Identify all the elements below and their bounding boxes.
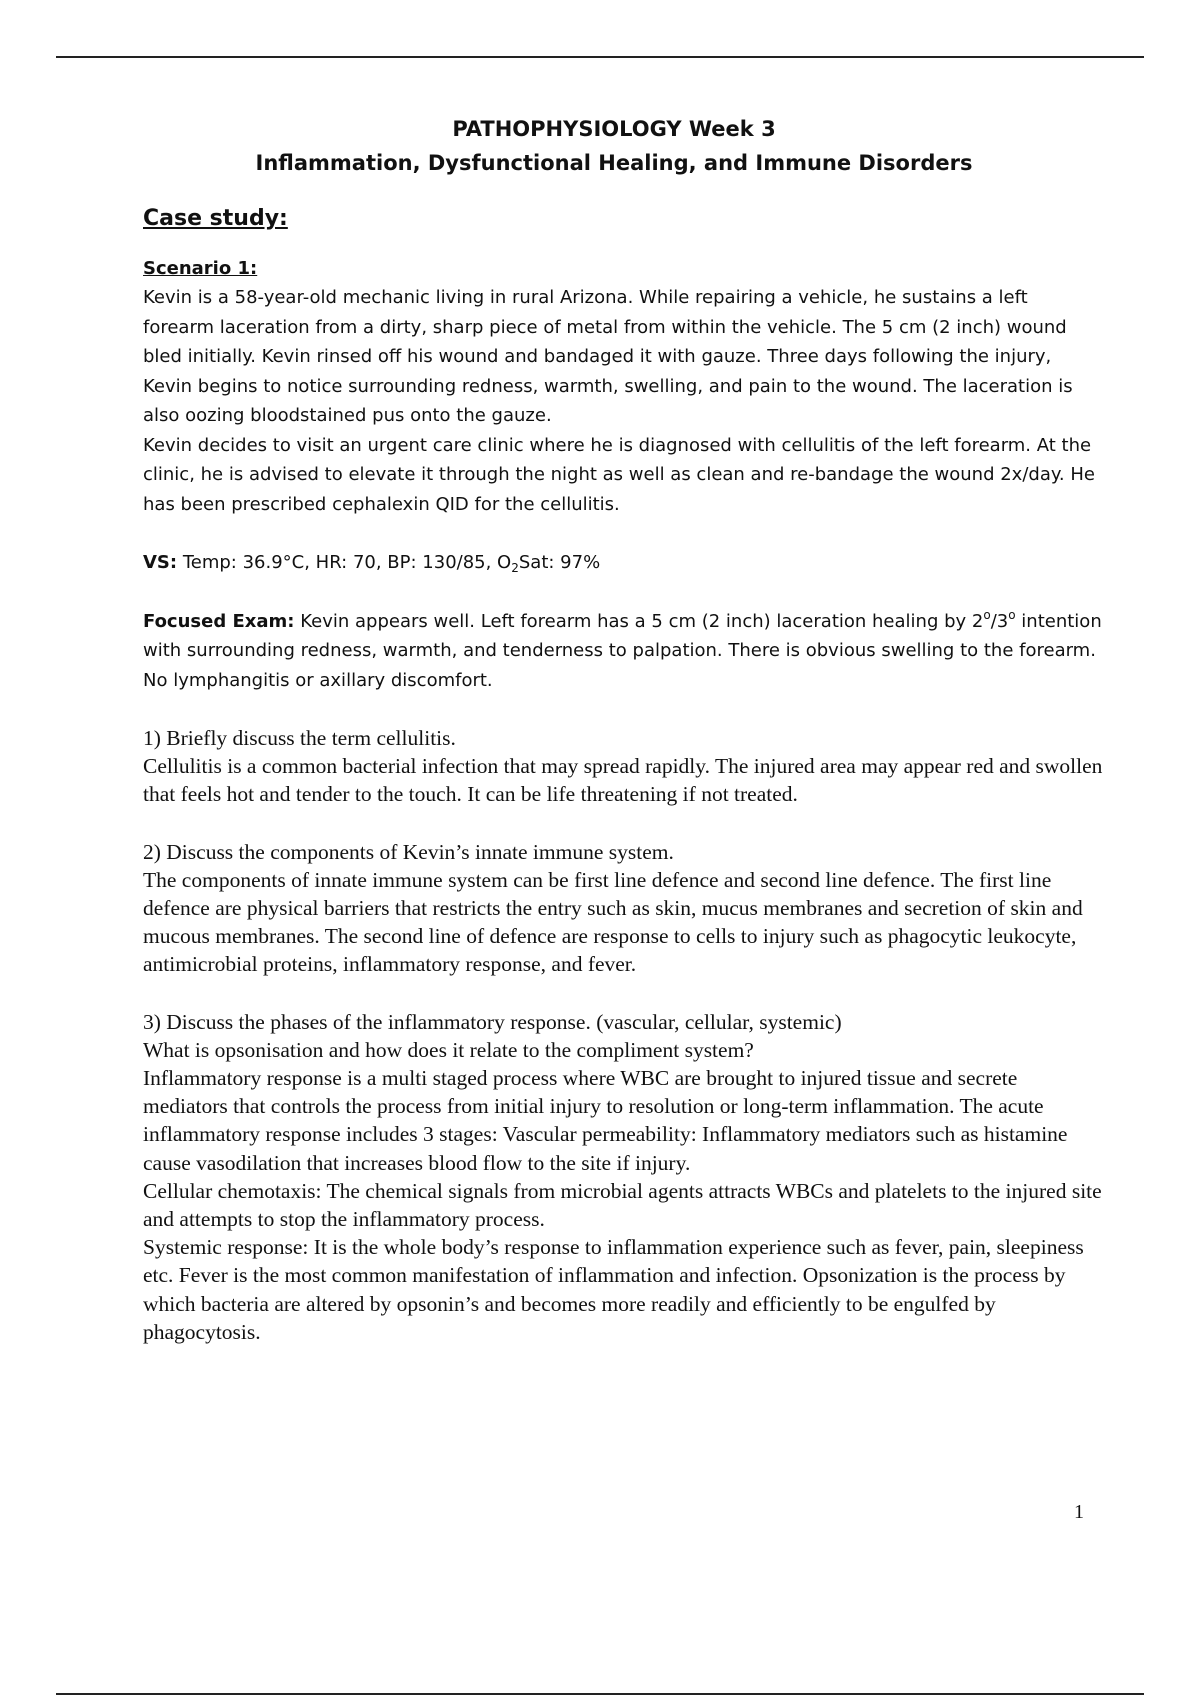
question-3b: What is opsonisation and how does it relate to the compliment system?: [143, 1037, 754, 1062]
exam-sup-1: o: [983, 607, 991, 622]
answer-3c: Systemic response: It is the whole body’s response to inflammation experience such as fever, pain, sleepiness etc. Fever is the most common manifestation of inflammation and infection. Opsonization is the process by which bacteria are altered by opsonin’s and becomes more readily and efficiently to be engulfed by phagocytosis.: [143, 1235, 1084, 1344]
question-2: 2) Discuss the components of Kevin’s innate immune system.: [143, 839, 674, 864]
question-3a: 3) Discuss the phases of the inflammatory response. (vascular, cellular, systemic): [143, 1009, 842, 1034]
exam-sup-2: o: [1008, 607, 1016, 622]
answer-3a: Inflammatory response is a multi staged process where WBC are brought to injured tissue and secrete mediators that controls the process from initial injury to resolution or long-term inflammation. The acute inflammatory response includes 3 stages: Vascular permeability: Inflammatory mediators such as histamine cause vasodilation that increases blood flow to the site if injury.: [143, 1066, 1068, 1175]
scenario-heading: Scenario 1:: [143, 258, 258, 279]
answer-3b: Cellular chemotaxis: The chemical signals from microbial agents attracts WBCs and platelets to the injured site and attempts to stop the inflammatory process.: [143, 1178, 1102, 1232]
title-line-1: PATHOPHYSIOLOGY Week 3: [452, 117, 776, 141]
title-line-2: Inflammation, Dysfunctional Healing, and Immune Disorders: [255, 151, 973, 175]
top-rule: [56, 56, 1144, 58]
vital-signs: [143, 548, 1103, 578]
answer-2: The components of innate immune system can be first line defence and second line defence. The first line defence are physical barriers that restricts the entry such as skin, mucus membranes and secretion of skin and mucous membranes. The second line of defence are response to cells to injury such as phagocytic leukocyte, antimicrobial proteins, inflammatory response, and fever.: [143, 867, 1083, 977]
answer-1: Cellulitis is a common bacterial infection that may spread rapidly. The injured area may appear red and swollen that feels hot and tender to the touch. It can be life threatening if not treated.: [143, 754, 1103, 807]
exam-slash: /3: [990, 610, 1009, 632]
question-1: 1) Briefly discuss the term cellulitis.: [143, 726, 456, 750]
page-number: 1: [1074, 1501, 1084, 1523]
document-page: [143, 112, 1103, 1346]
exam-text-b: intention with surrounding redness, warmth, and tenderness to palpation. There is obvious swelling to the forearm. No lymphangitis or axillary discomfort.: [143, 610, 1102, 691]
scenario-paragraph-1: Kevin is a 58-year-old mechanic living in rural Arizona. While repairing a vehicle, he sustains a left forearm laceration from a dirty, sharp piece of metal from within the vehicle. The 5 cm (2 inch) wound bled initially. Kevin rinsed off his wound and bandaged it with gauze. Three days following the injury, Kevin begins to notice surrounding redness, warmth, swelling, and pain to the wound. The laceration is also oozing bloodstained pus onto the gauze.: [143, 287, 1073, 426]
focused-exam: [143, 607, 1103, 696]
bottom-rule: [56, 1693, 1144, 1695]
vs-label: VS:: [143, 552, 178, 573]
scenario-paragraph-2: Kevin decides to visit an urgent care clinic where he is diagnosed with cellulitis of the left forearm. At the clinic, he is advised to elevate it through the night as well as clean and re-bandage the wound 2x/day. He has been prescribed cephalexin QID for the cellulitis.: [143, 434, 1095, 515]
vs-subscript: 2: [511, 561, 519, 575]
vs-text-a: Temp: 36.9°C, HR: 70, BP: 130/85, O: [182, 552, 512, 573]
case-study-heading: Case study:: [143, 206, 288, 231]
exam-label: Focused Exam:: [143, 610, 295, 632]
vs-text-b: Sat: 97%: [518, 552, 601, 573]
exam-text-a: Kevin appears well. Left forearm has a 5 cm (2 inch) laceration healing by 2: [300, 610, 984, 632]
